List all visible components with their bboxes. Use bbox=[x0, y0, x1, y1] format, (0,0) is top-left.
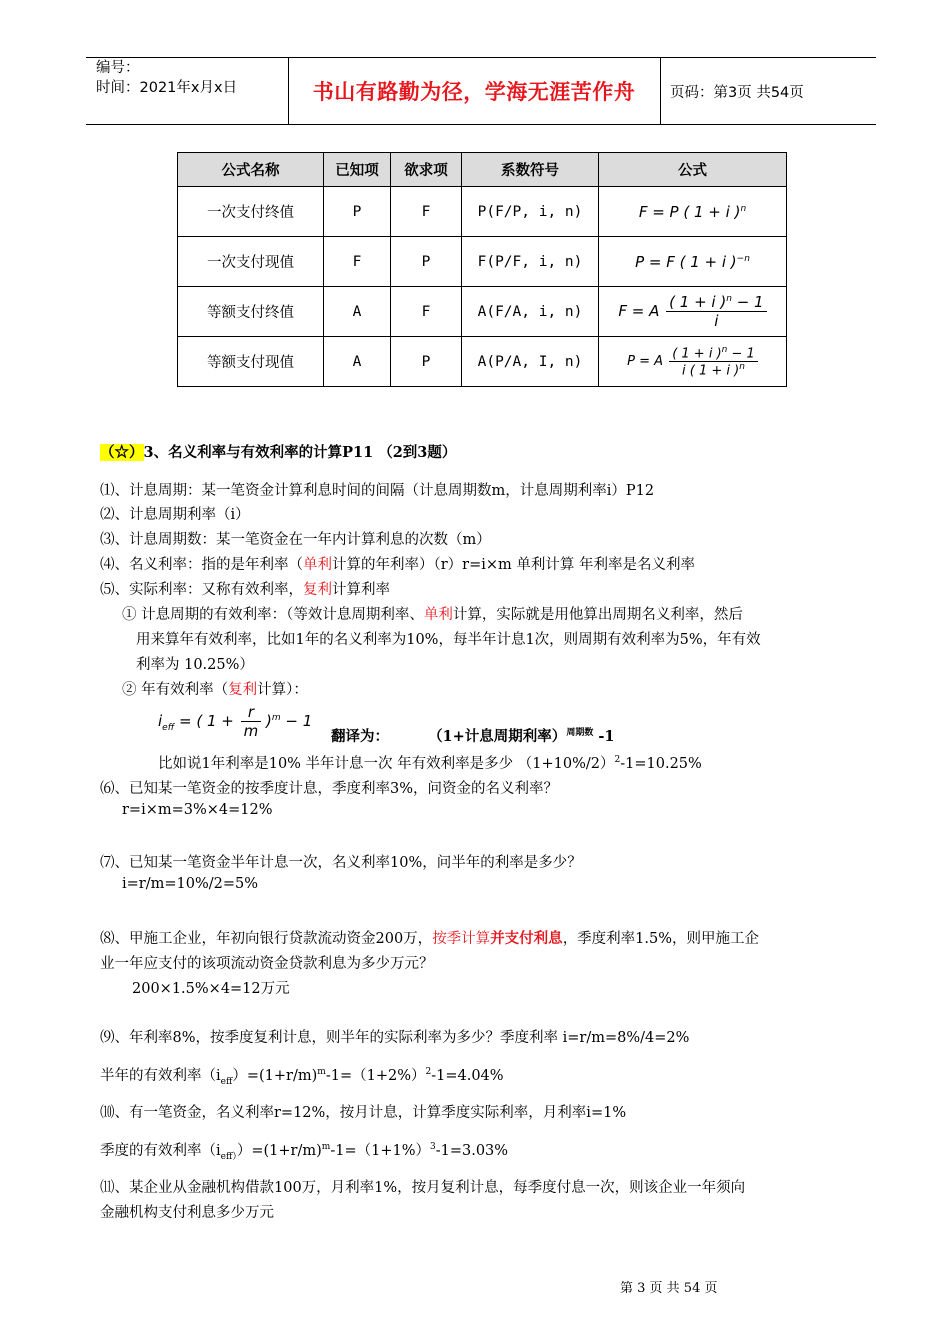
formula-name: 一次支付现值 bbox=[178, 237, 324, 287]
sought-item: F bbox=[391, 187, 462, 237]
header-motto: 书山有路勤为径，学海无涯苦作舟 bbox=[312, 80, 636, 104]
list-item: ⑺、已知某一笔资金半年计息一次，名义利率10%，问半年的利率是多少？ bbox=[100, 855, 582, 871]
star-marker: （☆） bbox=[100, 444, 144, 461]
sought-item: F bbox=[391, 287, 462, 337]
known-item: A bbox=[324, 337, 391, 387]
sub-item: ② 年有效利率（复利计算）： bbox=[122, 682, 308, 698]
list-item: ⑹、已知某一笔资金的按季度计息，季度利率3%，问资金的名义利率？ bbox=[100, 781, 559, 797]
translation-line: 翻译为： （1+计息周期利率）$^{周期数}$ -1 bbox=[331, 728, 615, 745]
coefficient-symbol: A(P/A, I, n) bbox=[462, 337, 599, 387]
list-item: ⑶、计息周期数：某一笔资金在一年内计算利息的次数（m） bbox=[100, 532, 491, 548]
coefficient-symbol: F(P/F, i, n) bbox=[462, 237, 599, 287]
list-item: ⑷、名义利率：指的是年利率（单利计算的年利率）（r）r=i×m 单利计算 年利率是名义利率 bbox=[100, 557, 696, 573]
header-bottom-rule bbox=[86, 124, 876, 125]
known-item: A bbox=[324, 287, 391, 337]
formula-name: 等额支付现值 bbox=[178, 337, 324, 387]
sub-item-continuation: 利率为 10.25%） bbox=[136, 657, 254, 673]
list-item: ⑾、某企业从金融机构借款100万，月利率1%，按月复利计息，每季度付息一次，则该企业一年须向 bbox=[100, 1180, 746, 1196]
page-footer: 第 3 页 共 54 页 bbox=[620, 1281, 718, 1296]
list-item-continuation: 金融机构支付利息多少万元 bbox=[100, 1205, 274, 1221]
table-row bbox=[178, 237, 787, 287]
list-item: ⑴、计息周期：某一笔资金计算利息时间的间隔（计息周期数m，计息周期利率i）P12 bbox=[100, 483, 655, 499]
effective-rate-formula: $i_{eff}$ = ( 1 + $\frac{r}{m}$ )$^m$ − 1 bbox=[158, 703, 313, 740]
col-header-symbol: 系数符号 bbox=[462, 153, 599, 187]
col-header-known: 已知项 bbox=[324, 153, 391, 187]
calculation-line: 季度的有效利率$(i_{eff)})=(1+r/m)^m-1=(1+1\%)^3-1=3.03\%$ bbox=[100, 1142, 509, 1162]
table-row bbox=[178, 337, 787, 387]
sub-item: ① 计息周期的有效利率：（等效计息周期利率、单利计算，实际就是用他算出周期名义利率，然后 bbox=[122, 607, 743, 623]
list-item-continuation: 业一年应支付的该项流动资金贷款利息为多少万元？ bbox=[100, 956, 434, 972]
list-item: ⑻、甲施工企业，年初向银行贷款流动资金200万，按季计算并支付利息，季度利率1.5%，则甲施工企 bbox=[100, 930, 760, 947]
header-meta bbox=[96, 58, 237, 98]
sought-item: P bbox=[391, 237, 462, 287]
formula-cell bbox=[599, 187, 787, 237]
formula-expression: P = F ( 1 + i )$^{-n}$ bbox=[635, 252, 750, 271]
list-item: ⑵、计息周期利率（i） bbox=[100, 507, 250, 523]
header-divider-right bbox=[660, 57, 661, 124]
col-header-sought: 欲求项 bbox=[391, 153, 462, 187]
formula-name: 一次支付终值 bbox=[178, 187, 324, 237]
document-date-label: 时间：2021年x月x日 bbox=[96, 80, 238, 96]
answer-line: r=i×m=3%×4=12% bbox=[122, 802, 273, 818]
table-header-row bbox=[178, 153, 787, 187]
formula-name: 等额支付终值 bbox=[178, 287, 324, 337]
sub-item-continuation: 用来算年有效利率，比如1年的名义利率为10%，每半年计息1次，则周期有效利率为5%，年有效 bbox=[136, 632, 761, 648]
sought-item: P bbox=[391, 337, 462, 387]
coefficient-symbol: A(F/A, i, n) bbox=[462, 287, 599, 337]
known-item: P bbox=[324, 187, 391, 237]
formula-cell bbox=[599, 237, 787, 287]
document-number-label: 编号： bbox=[96, 60, 140, 76]
formula-cell bbox=[599, 337, 787, 387]
formula-table bbox=[177, 152, 787, 387]
known-item: F bbox=[324, 237, 391, 287]
formula-expression: F = A $\frac{( 1 + i )^n - 1}{i}$ bbox=[618, 302, 766, 320]
answer-line: 200×1.5%×4=12万元 bbox=[132, 981, 290, 997]
coefficient-symbol: P(F/P, i, n) bbox=[462, 187, 599, 237]
formula-expression: F = P ( 1 + i )$^n$ bbox=[638, 202, 747, 221]
formula-cell bbox=[599, 287, 787, 337]
example-line: 比如说1年利率是10% 半年计息一次 年有效利率是多少 $(1+10\%/2)^2-1=10.25\%$ bbox=[158, 755, 702, 772]
header-page-label: 页码：第3页 共54页 bbox=[670, 85, 804, 101]
col-header-name: 公式名称 bbox=[178, 153, 324, 187]
list-item: ⑸、实际利率：又称有效利率，复利计算利率 bbox=[100, 582, 390, 598]
section-title: （☆）3、名义利率与有效利率的计算P11 （2到3题） bbox=[100, 444, 457, 461]
col-header-formula: 公式 bbox=[599, 153, 787, 187]
calculation-line: 半年的有效利率$(i_{eff})=(1+r/m)^m-1=(1+2\%)^2-1=4.04\%$ bbox=[100, 1067, 504, 1087]
list-item: ⑼、年利率8%，按季度复利计息，则半年的实际利率为多少？季度利率 i=r/m=8%/4=2% bbox=[100, 1030, 690, 1046]
answer-line: i=r/m=10%/2=5% bbox=[122, 876, 258, 892]
table-row bbox=[178, 187, 787, 237]
formula-expression: P = A $\frac{( 1 + i )^n - 1}{i ( 1 + i )^n}$ bbox=[627, 354, 758, 369]
list-item: ⑽、有一笔资金，名义利率r=12%，按月计息，计算季度实际利率，月利率i=1% bbox=[100, 1105, 627, 1121]
table-row bbox=[178, 287, 787, 337]
